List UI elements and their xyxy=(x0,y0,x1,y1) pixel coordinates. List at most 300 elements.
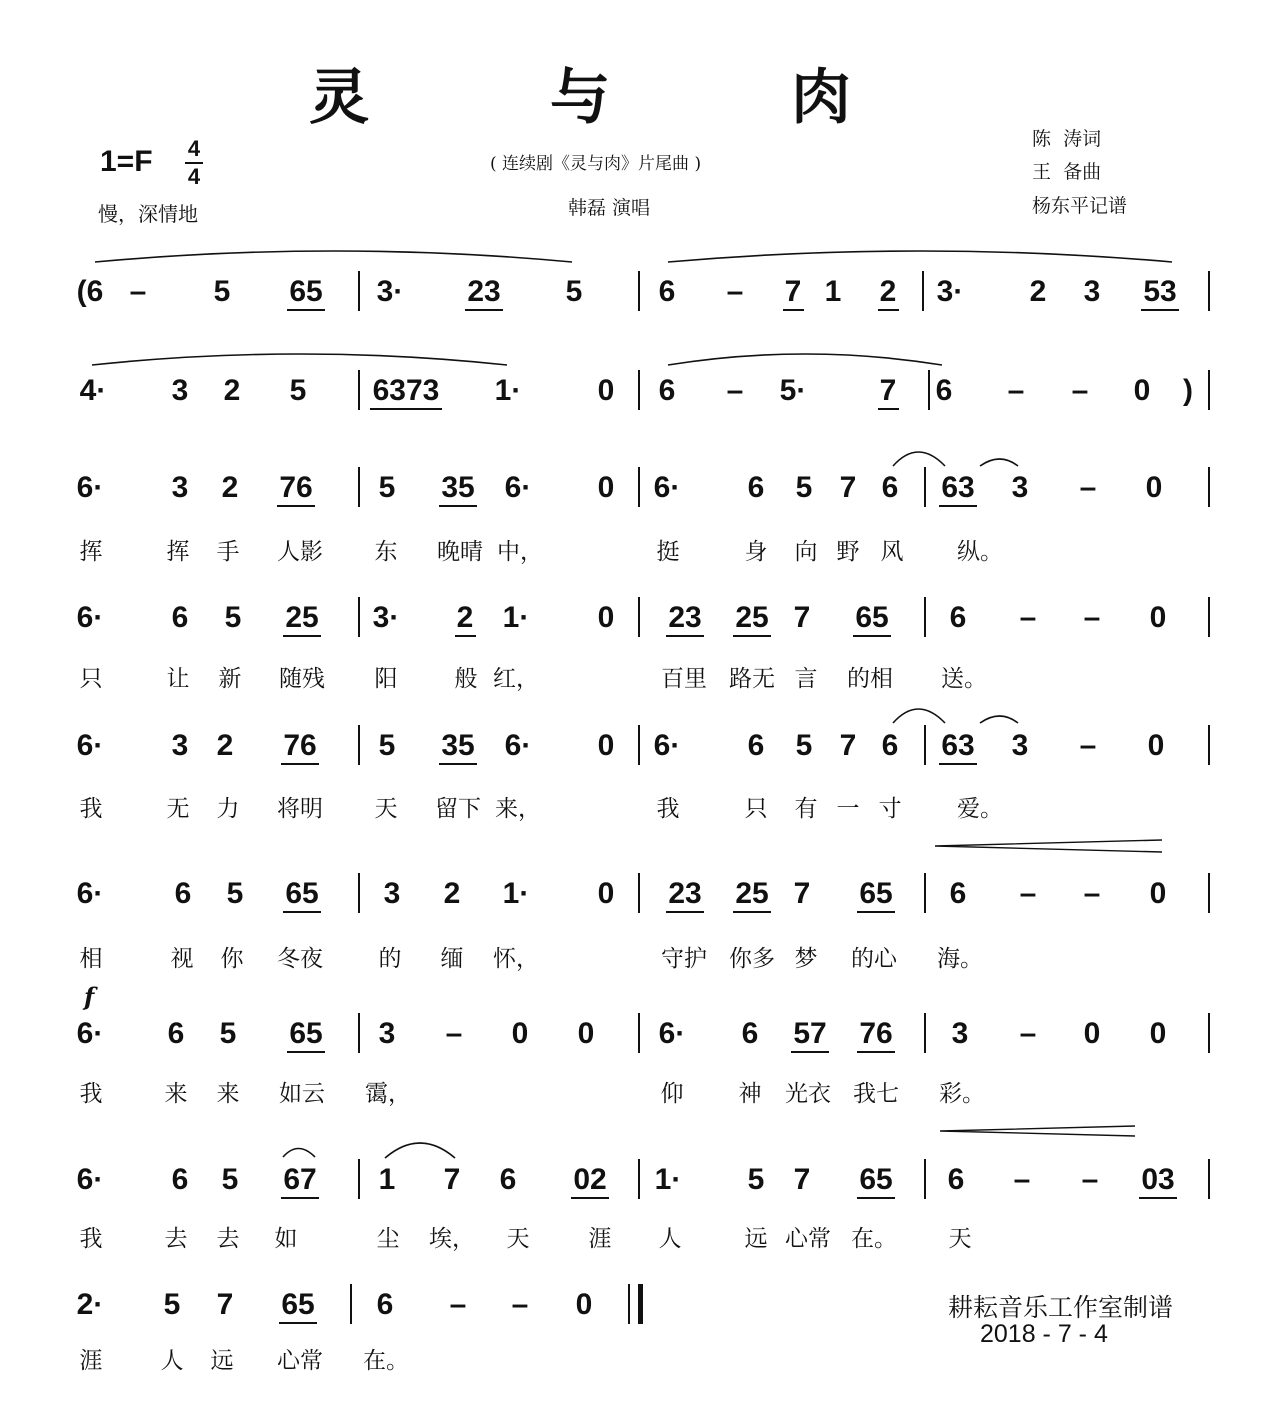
note-token: 6 xyxy=(171,601,189,634)
bar-line xyxy=(638,467,640,507)
note-token: 3 xyxy=(1011,729,1029,762)
bar-line xyxy=(638,597,640,637)
lyric-syllable: 怀， xyxy=(493,946,539,972)
note-token: 7 xyxy=(784,275,802,308)
lyric-syllable: 在。 xyxy=(851,1226,897,1252)
bar-line xyxy=(350,1284,352,1324)
lyric-syllable: 身 xyxy=(744,539,768,565)
note-token: 65 xyxy=(289,275,323,308)
beam-line xyxy=(666,635,704,637)
lyric-syllable: 路无 xyxy=(729,666,775,692)
note-token: 6 xyxy=(499,1163,517,1196)
lyric-syllable: 来， xyxy=(495,796,541,822)
decrescendo-mark xyxy=(940,1126,1135,1136)
note-token: – xyxy=(1083,601,1101,634)
beam-line xyxy=(857,911,895,913)
note-token: 25 xyxy=(285,601,319,634)
note-token: 7 xyxy=(839,471,857,504)
key-signature: 1=F xyxy=(100,145,153,178)
note-token: 02 xyxy=(573,1163,607,1196)
lyric-syllable: 有 xyxy=(794,796,818,822)
note-token: 5 xyxy=(226,877,244,910)
lyric-syllable: 风 xyxy=(880,539,904,565)
bar-line xyxy=(922,271,924,311)
lyric-syllable: 人 xyxy=(160,1348,184,1374)
bar-line xyxy=(1208,873,1210,913)
lyric-syllable: 如云 xyxy=(279,1081,325,1107)
lyric-syllable: 涯 xyxy=(79,1348,103,1374)
lyric-syllable: 去 xyxy=(164,1226,188,1252)
bar-line xyxy=(928,370,930,410)
note-token: 5 xyxy=(747,1163,765,1196)
studio-credit: 耕耘音乐工作室制谱 xyxy=(948,1294,1174,1322)
bar-line xyxy=(924,1013,926,1053)
decrescendo-mark xyxy=(935,840,1162,852)
note-token: 6 xyxy=(171,1163,189,1196)
composer: 王 备曲 xyxy=(1032,161,1102,183)
lyric-syllable: 心常 xyxy=(277,1348,323,1374)
bar-line xyxy=(358,1159,360,1199)
beam-line xyxy=(571,1197,609,1199)
note-token: 76 xyxy=(279,471,313,504)
lyric-syllable: 留下 xyxy=(435,796,481,822)
lyric-syllable: 言 xyxy=(794,666,818,692)
slur xyxy=(283,1149,315,1158)
lyric-syllable: 埃， xyxy=(429,1226,475,1252)
lyric-syllable: 天 xyxy=(374,796,398,822)
lyric-syllable: 的 xyxy=(378,946,402,972)
bar-line xyxy=(924,467,926,507)
note-token: 2 xyxy=(443,877,461,910)
note-token: 0 xyxy=(597,374,615,407)
beam-line xyxy=(287,309,325,311)
lyric-syllable: 一 xyxy=(836,796,860,822)
note-token: 0 xyxy=(575,1288,593,1321)
subtitle: ( 连续剧《灵与肉》片尾曲 ) xyxy=(490,154,702,174)
note-token: 3 xyxy=(1011,471,1029,504)
note-token: 65 xyxy=(281,1288,315,1321)
note-token: 6· xyxy=(658,1017,686,1050)
lyric-syllable: 挥 xyxy=(166,539,190,565)
slur xyxy=(980,459,1018,466)
lyric-syllable: 守护 xyxy=(661,946,707,972)
lyric-syllable: 你多 xyxy=(729,946,775,972)
note-token: 6373 xyxy=(372,374,440,407)
beam-line xyxy=(283,911,321,913)
lyric-syllable: 海。 xyxy=(937,946,983,972)
lyric-syllable: 相 xyxy=(79,946,103,972)
lyric-syllable: 纵。 xyxy=(957,539,1003,565)
note-token: 3· xyxy=(372,601,400,634)
note-token: 0 xyxy=(1147,729,1165,762)
lyric-syllable: 梦 xyxy=(794,946,818,972)
lyric-syllable: 缅 xyxy=(440,946,464,972)
time-signature xyxy=(183,136,205,190)
lyric-syllable: 我 xyxy=(79,1226,103,1252)
lyric-syllable: 我 xyxy=(79,796,103,822)
note-token: 1· xyxy=(654,1163,682,1196)
lyric-syllable: 挥 xyxy=(79,539,103,565)
beam-line xyxy=(287,1051,325,1053)
note-token: 76 xyxy=(283,729,317,762)
bar-line xyxy=(358,597,360,637)
beam-line xyxy=(455,635,476,637)
bar-line xyxy=(358,370,360,410)
note-token: 23 xyxy=(668,877,702,910)
note-token: – xyxy=(1019,877,1037,910)
note-token: 53 xyxy=(1143,275,1177,308)
lyric-syllable: 中， xyxy=(497,539,543,565)
forte-marking: f xyxy=(84,982,95,1011)
note-token: – xyxy=(445,1017,463,1050)
lyric-syllable: 尘 xyxy=(376,1226,400,1252)
bar-line xyxy=(1208,1013,1210,1053)
beam-line xyxy=(439,505,477,507)
note-token: 0 xyxy=(577,1017,595,1050)
note-token: 0 xyxy=(1133,374,1151,407)
note-token: – xyxy=(1019,601,1037,634)
note-token: 5 xyxy=(378,471,396,504)
note-token: – xyxy=(1083,877,1101,910)
note-token: 3 xyxy=(171,729,189,762)
beam-line xyxy=(283,635,321,637)
lyric-syllable: 冬夜 xyxy=(277,946,323,972)
lyric-syllable: 爱。 xyxy=(957,796,1003,822)
lyric-syllable: 寸 xyxy=(878,796,902,822)
note-token: 7 xyxy=(879,374,897,407)
beam-line xyxy=(791,1051,829,1053)
note-token: 3· xyxy=(936,275,964,308)
note-token: 0 xyxy=(597,601,615,634)
note-token: – xyxy=(1007,374,1025,407)
bar-line xyxy=(638,271,640,311)
note-token: 6· xyxy=(653,471,681,504)
slur xyxy=(92,354,507,365)
note-token: 65 xyxy=(859,1163,893,1196)
beam-line xyxy=(853,635,891,637)
note-token: 6 xyxy=(947,1163,965,1196)
note-token: 67 xyxy=(283,1163,317,1196)
lyric-syllable: 只 xyxy=(744,796,768,822)
note-token: 7 xyxy=(793,601,811,634)
note-token: 6 xyxy=(174,877,192,910)
beam-line xyxy=(279,1322,317,1324)
bar-line xyxy=(924,873,926,913)
lyric-syllable: 挺 xyxy=(656,539,680,565)
bar-line xyxy=(358,467,360,507)
lyric-syllable: 随残 xyxy=(279,666,325,692)
note-token: 03 xyxy=(1141,1163,1175,1196)
beam-line xyxy=(939,505,977,507)
beam-line xyxy=(277,505,315,507)
note-token: 1 xyxy=(824,275,842,308)
lyric-syllable: 如 xyxy=(274,1226,298,1252)
bar-line xyxy=(638,1159,640,1199)
song-title: 灵 与 肉 xyxy=(309,63,931,133)
bar-line xyxy=(1208,467,1210,507)
beam-line xyxy=(439,763,477,765)
bar-line xyxy=(358,1013,360,1053)
lyric-syllable: 我七 xyxy=(853,1081,899,1107)
lyric-syllable: 无 xyxy=(166,796,190,822)
lyric-syllable: 送。 xyxy=(941,666,987,692)
note-token: 5 xyxy=(221,1163,239,1196)
note-token: 0 xyxy=(597,471,615,504)
note-token: 0 xyxy=(1083,1017,1101,1050)
lyric-syllable: 霭， xyxy=(365,1081,411,1107)
note-token: 0 xyxy=(511,1017,529,1050)
lyric-syllable: 远 xyxy=(210,1348,234,1374)
note-token: 7 xyxy=(443,1163,461,1196)
note-token: 2 xyxy=(223,374,241,407)
bar-line xyxy=(1208,271,1210,311)
beam-line xyxy=(733,911,771,913)
note-token: 6· xyxy=(76,471,104,504)
bar-line xyxy=(924,1159,926,1199)
note-token: 6 xyxy=(881,729,899,762)
beam-line xyxy=(857,1197,895,1199)
lyric-syllable: 向 xyxy=(794,539,818,565)
note-token: 6 xyxy=(658,374,676,407)
beam-line xyxy=(370,408,442,410)
note-token: 6 xyxy=(658,275,676,308)
lyric-syllable: 天 xyxy=(948,1226,972,1252)
note-token: 65 xyxy=(859,877,893,910)
note-token: 35 xyxy=(441,471,475,504)
note-token: 65 xyxy=(289,1017,323,1050)
note-token: – xyxy=(129,275,147,308)
note-token: 6· xyxy=(76,1017,104,1050)
note-token: 1· xyxy=(494,374,522,407)
note-token: 6 xyxy=(747,471,765,504)
slur xyxy=(668,251,1172,262)
lyric-syllable: 你 xyxy=(220,946,244,972)
note-token: 63 xyxy=(941,729,975,762)
note-token: 3 xyxy=(171,471,189,504)
note-token: ) xyxy=(1183,374,1193,407)
note-token: 4· xyxy=(79,374,107,407)
note-token: 6 xyxy=(935,374,953,407)
bar-line xyxy=(638,370,640,410)
transcriber: 杨东平记谱 xyxy=(1032,195,1128,217)
note-token: 0 xyxy=(1149,877,1167,910)
note-token: 6 xyxy=(167,1017,185,1050)
lyric-syllable: 我 xyxy=(656,796,680,822)
note-token: – xyxy=(1079,471,1097,504)
note-token: 57 xyxy=(793,1017,827,1050)
lyric-syllable: 野 xyxy=(836,539,860,565)
note-token: 6· xyxy=(504,471,532,504)
note-token: 6 xyxy=(949,601,967,634)
note-token: 0 xyxy=(597,877,615,910)
note-token: 7 xyxy=(839,729,857,762)
note-token: – xyxy=(726,374,744,407)
lyric-syllable: 般 xyxy=(454,666,478,692)
lyric-syllable: 彩。 xyxy=(939,1081,985,1107)
slur xyxy=(980,716,1018,723)
bar-line xyxy=(924,597,926,637)
lyric-syllable: 神 xyxy=(738,1081,762,1107)
note-token: 6 xyxy=(376,1288,394,1321)
lyric-syllable: 天 xyxy=(506,1226,530,1252)
note-token: 3· xyxy=(376,275,404,308)
note-token: 63 xyxy=(941,471,975,504)
note-token: 6· xyxy=(76,1163,104,1196)
note-token: 6· xyxy=(76,601,104,634)
note-token: – xyxy=(1013,1163,1031,1196)
note-token: 5· xyxy=(779,374,807,407)
bar-line xyxy=(1208,1159,1210,1199)
bar-line xyxy=(358,725,360,765)
bar-line xyxy=(638,873,640,913)
note-token: 2 xyxy=(879,275,897,308)
lyric-syllable: 我 xyxy=(79,1081,103,1107)
date-credit: 2018 - 7 - 4 xyxy=(980,1320,1108,1348)
note-token: – xyxy=(1079,729,1097,762)
note-token: 0 xyxy=(1145,471,1163,504)
note-token: 6 xyxy=(881,471,899,504)
note-token: 25 xyxy=(735,601,769,634)
lyric-syllable: 来 xyxy=(164,1081,188,1107)
note-token: 23 xyxy=(668,601,702,634)
beam-line xyxy=(939,763,977,765)
beam-line xyxy=(666,911,704,913)
beam-line xyxy=(281,1197,319,1199)
lyric-syllable: 让 xyxy=(166,666,190,692)
beam-line xyxy=(878,408,899,410)
bar-line xyxy=(638,1013,640,1053)
beam-line xyxy=(281,763,319,765)
lyric-syllable: 东 xyxy=(374,539,398,565)
note-token: 7 xyxy=(793,877,811,910)
note-token: 5 xyxy=(213,275,231,308)
lyric-syllable: 将明 xyxy=(277,796,323,822)
beam-line xyxy=(878,309,899,311)
lyric-syllable: 百里 xyxy=(661,666,707,692)
note-token: 6 xyxy=(747,729,765,762)
slur xyxy=(893,709,945,723)
note-token: – xyxy=(1081,1163,1099,1196)
note-token: 7 xyxy=(793,1163,811,1196)
note-token: – xyxy=(1019,1017,1037,1050)
lyric-syllable: 红， xyxy=(493,666,539,692)
note-token: 0 xyxy=(1149,1017,1167,1050)
lyric-syllable: 的心 xyxy=(851,946,897,972)
note-token: 3 xyxy=(1083,275,1101,308)
beam-line xyxy=(783,309,804,311)
lyric-syllable: 手 xyxy=(216,539,240,565)
lyric-syllable: 力 xyxy=(216,796,240,822)
lyric-syllable: 光衣 xyxy=(785,1081,831,1107)
slur xyxy=(385,1143,455,1158)
note-token: 2 xyxy=(456,601,474,634)
lyric-syllable: 视 xyxy=(170,946,194,972)
slur xyxy=(668,354,942,365)
note-token: 5 xyxy=(224,601,242,634)
note-token: 2 xyxy=(221,471,239,504)
lyric-syllable: 人 xyxy=(658,1226,682,1252)
note-token: 35 xyxy=(441,729,475,762)
note-token: 5 xyxy=(289,374,307,407)
lyric-syllable: 在。 xyxy=(363,1348,409,1374)
note-token: 2 xyxy=(1029,275,1047,308)
bar-line xyxy=(1208,597,1210,637)
note-token: 65 xyxy=(855,601,889,634)
lyric-syllable: 来 xyxy=(216,1081,240,1107)
bar-line xyxy=(638,1284,643,1324)
bar-line xyxy=(1208,725,1210,765)
note-token: 5 xyxy=(163,1288,181,1321)
note-token: (6 xyxy=(76,275,104,308)
note-token: 23 xyxy=(467,275,501,308)
note-token: 25 xyxy=(735,877,769,910)
time-signature-bottom: 4 xyxy=(187,164,201,189)
note-token: 3 xyxy=(378,1017,396,1050)
note-token: 5 xyxy=(795,729,813,762)
beam-line xyxy=(465,309,503,311)
lyric-syllable: 只 xyxy=(79,666,103,692)
lyric-syllable: 新 xyxy=(218,666,242,692)
beam-line xyxy=(733,635,771,637)
bar-line xyxy=(358,271,360,311)
lyric-syllable: 涯 xyxy=(588,1226,612,1252)
lyricist: 陈 涛词 xyxy=(1032,128,1102,150)
note-token: 6 xyxy=(949,877,967,910)
slur xyxy=(95,251,572,262)
note-token: 5 xyxy=(378,729,396,762)
note-token: 7 xyxy=(216,1288,234,1321)
note-token: 3 xyxy=(171,374,189,407)
note-token: 2 xyxy=(216,729,234,762)
beam-line xyxy=(1139,1197,1177,1199)
bar-line xyxy=(358,873,360,913)
note-token: – xyxy=(449,1288,467,1321)
note-token: 0 xyxy=(1149,601,1167,634)
note-token: 1· xyxy=(502,877,530,910)
note-token: – xyxy=(511,1288,529,1321)
lyric-syllable: 去 xyxy=(216,1226,240,1252)
note-token: 5 xyxy=(795,471,813,504)
note-token: 6· xyxy=(653,729,681,762)
note-token: 6· xyxy=(76,877,104,910)
note-token: 3 xyxy=(383,877,401,910)
lyric-syllable: 仰 xyxy=(660,1081,684,1107)
note-token: – xyxy=(726,275,744,308)
bar-line xyxy=(638,725,640,765)
lyric-syllable: 阳 xyxy=(374,666,398,692)
beam-line xyxy=(1141,309,1179,311)
performer: 韩磊 演唱 xyxy=(568,197,651,219)
note-token: 76 xyxy=(859,1017,893,1050)
note-token: 1· xyxy=(502,601,530,634)
note-token: 1 xyxy=(378,1163,396,1196)
lyric-syllable: 晚晴 xyxy=(437,539,483,565)
note-token: 0 xyxy=(597,729,615,762)
lyric-syllable: 心常 xyxy=(785,1226,831,1252)
note-token: 3 xyxy=(951,1017,969,1050)
note-token: – xyxy=(1071,374,1089,407)
note-token: 2· xyxy=(76,1288,104,1321)
bar-line xyxy=(628,1284,630,1324)
beam-line xyxy=(857,1051,895,1053)
lyric-syllable: 远 xyxy=(744,1226,768,1252)
lyric-syllable: 的相 xyxy=(847,666,893,692)
time-signature-top: 4 xyxy=(187,136,201,161)
note-token: 6 xyxy=(741,1017,759,1050)
bar-line xyxy=(924,725,926,765)
note-token: 5 xyxy=(565,275,583,308)
note-token: 5 xyxy=(219,1017,237,1050)
